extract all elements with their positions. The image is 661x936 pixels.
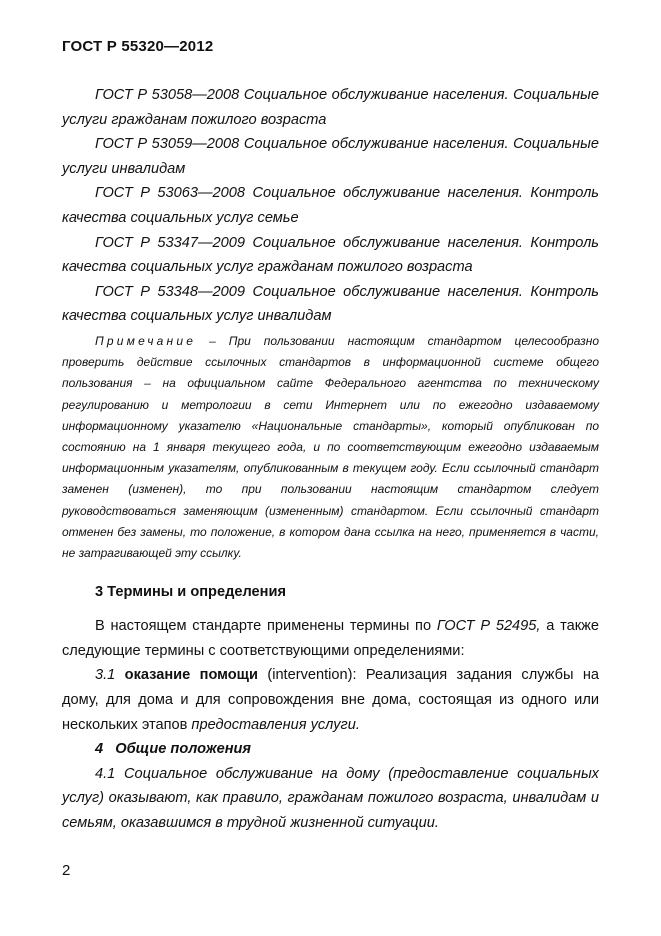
intro-reference: ГОСТ Р 52495,: [436, 618, 541, 635]
term-number: 3.1: [95, 667, 116, 684]
document-header: ГОСТ Р 55320—2012: [62, 38, 214, 55]
term-link: предоставления услуги.: [191, 716, 360, 733]
reference-item: [62, 181, 599, 230]
section-4-paragraph: [62, 762, 599, 836]
reference-title: Социальное обслуживание населения. Контроль качества социальных услуг семье: [62, 185, 599, 226]
section-4-heading-text: 4 Общие положения: [95, 741, 252, 758]
reference-code: ГОСТ Р 53348—2009: [95, 283, 246, 300]
intro-text: В настоящем стандарте применены термины по: [95, 618, 432, 635]
page-content: [62, 83, 599, 836]
page-number: 2: [62, 862, 71, 879]
reference-code: ГОСТ Р 53058—2008: [95, 87, 240, 103]
section-3-heading: 3 Термины и определения: [95, 584, 286, 601]
reference-item: [62, 231, 599, 280]
section-4-heading: [62, 737, 599, 762]
note-block: [62, 331, 599, 564]
reference-code: ГОСТ Р 53347—2009: [95, 234, 246, 251]
reference-title: Социальное обслуживание населения. Социальные услуги гражданам пожилого возраста: [62, 87, 599, 128]
note-label: Примечание: [95, 333, 197, 348]
paragraph-text: Социальное обслуживание на дому (предоставление социальных услуг) оказывают, как правило, гражданам пожилого возраста, инвалидам и семьям, оказавшимся в трудной жизненной ситуации.: [62, 765, 599, 831]
reference-item: [62, 280, 599, 329]
section-3-intro: [62, 614, 599, 663]
term-definition: [62, 663, 599, 737]
term-name: оказание помощи: [124, 667, 258, 684]
reference-code: ГОСТ Р 53063—2008: [95, 185, 246, 202]
reference-title: Социальное обслуживание населения. Контроль качества социальных услуг инвалидам: [62, 283, 599, 325]
note-text: – При пользовании настоящим стандартом целесообразно проверить действие ссылочных стандартов в информационной системе общего пользования – на официальном сайте Федерального агентства по техническому регулированию и метрологии в сети Интернет или по ежегодно издаваемому информационному указателю «Национальные стандарты», который опубликован по состоянию на 1 января текущего года, и по соответствующим ежегодно издаваемым информационным указателям, опубликованным в текущем году. Если ссылочный стандарт заменен (изменен), то при пользовании настоящим стандартом следует руководствоваться заменяющим (измененным) стандартом. Если ссылочный стандарт отменен без замены, то положение, в котором дана ссылка на него, применяется в части, не затрагивающей эту ссылку.: [62, 333, 599, 560]
term-description: (intervention): Реализация задания службы на дому, для дома и для сопровождения вне дома, состоящая из одного или нескольких этапов: [62, 667, 599, 733]
reference-item: [62, 132, 599, 181]
intro-text-rest: а также следующие термины с соответствующими определениями:: [62, 618, 599, 659]
paragraph-number: 4.1: [95, 765, 116, 782]
reference-title: Социальное обслуживание населения. Контроль качества социальных услуг гражданам пожилого возраста: [62, 234, 599, 276]
reference-title: Социальное обслуживание населения. Социальные услуги инвалидам: [62, 136, 599, 177]
reference-item: [62, 83, 599, 132]
reference-code: ГОСТ Р 53059—2008: [95, 136, 240, 153]
